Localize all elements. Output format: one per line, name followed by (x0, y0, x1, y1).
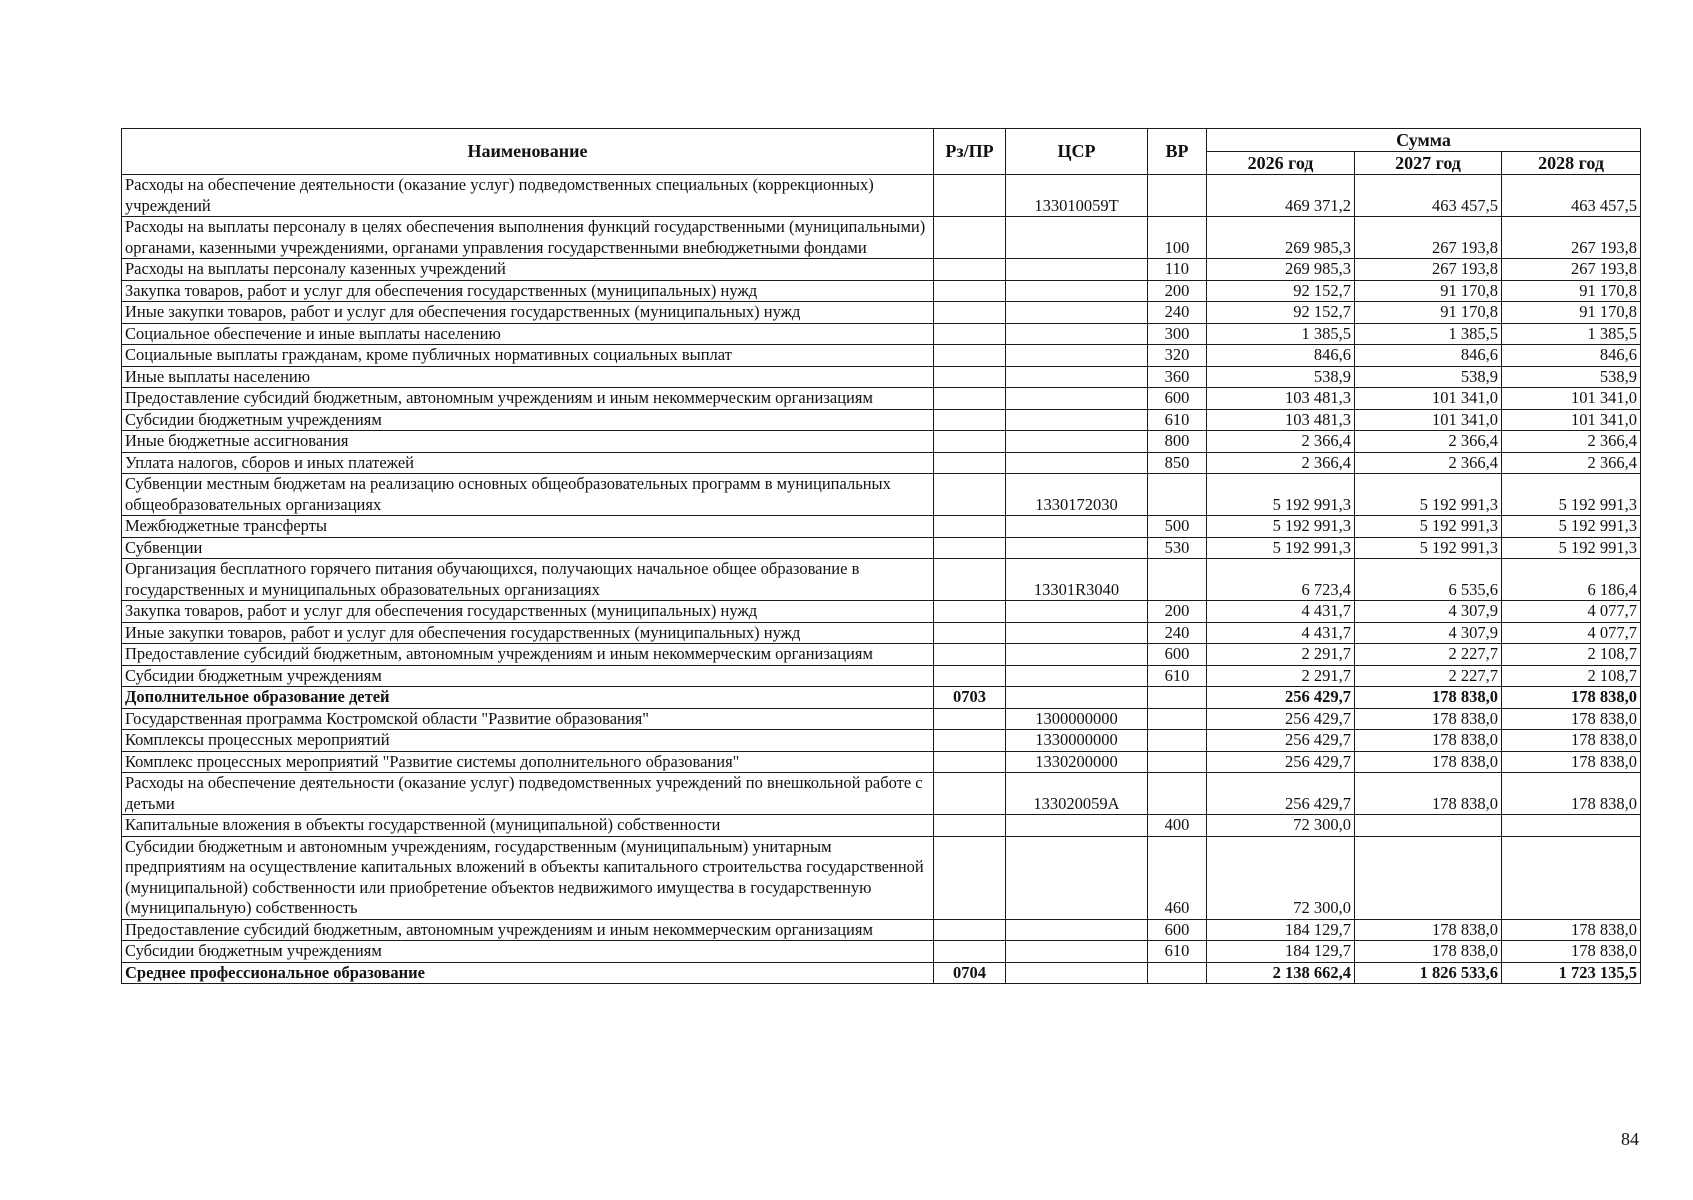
cell-2026: 4 431,7 (1207, 601, 1355, 623)
cell-2026: 4 431,7 (1207, 622, 1355, 644)
cell-vr: 400 (1148, 815, 1207, 837)
cell-name: Предоставление субсидий бюджетным, автономным учреждениям и иным некоммерческим организациям (122, 644, 934, 666)
cell-2026: 469 371,2 (1207, 175, 1355, 217)
cell-csr: 13301R3040 (1006, 559, 1148, 601)
cell-csr (1006, 962, 1148, 984)
table-row (122, 687, 1641, 709)
cell-2027: 2 366,4 (1355, 452, 1502, 474)
cell-name: Субсидии бюджетным учреждениям (122, 665, 934, 687)
cell-2026: 269 985,3 (1207, 217, 1355, 259)
cell-2027: 4 307,9 (1355, 622, 1502, 644)
cell-2027: 178 838,0 (1355, 941, 1502, 963)
cell-rzpr (934, 175, 1006, 217)
table-row (122, 452, 1641, 474)
table-row (122, 941, 1641, 963)
cell-vr (1148, 773, 1207, 815)
table-row (122, 388, 1641, 410)
cell-2028: 4 077,7 (1502, 601, 1641, 623)
cell-2028: 178 838,0 (1502, 708, 1641, 730)
header-year-2027: 2027 год (1355, 152, 1502, 175)
cell-2028: 1 723 135,5 (1502, 962, 1641, 984)
page-number: 84 (1621, 1129, 1639, 1149)
cell-2026: 256 429,7 (1207, 708, 1355, 730)
cell-2028: 178 838,0 (1502, 687, 1641, 709)
cell-name: Закупка товаров, работ и услуг для обеспечения государственных (муниципальных) нужд (122, 280, 934, 302)
cell-rzpr (934, 366, 1006, 388)
cell-name: Расходы на выплаты персоналу казенных учреждений (122, 259, 934, 281)
cell-vr: 610 (1148, 941, 1207, 963)
cell-rzpr (934, 919, 1006, 941)
cell-csr (1006, 431, 1148, 453)
cell-2028: 178 838,0 (1502, 919, 1641, 941)
table-row (122, 559, 1641, 601)
table-row (122, 280, 1641, 302)
header-year-2026: 2026 год (1207, 152, 1355, 175)
cell-2027: 101 341,0 (1355, 409, 1502, 431)
cell-rzpr (934, 259, 1006, 281)
cell-2026: 2 138 662,4 (1207, 962, 1355, 984)
cell-2026: 184 129,7 (1207, 919, 1355, 941)
cell-vr: 610 (1148, 665, 1207, 687)
cell-csr (1006, 815, 1148, 837)
cell-csr (1006, 345, 1148, 367)
table-row (122, 323, 1641, 345)
cell-vr: 360 (1148, 366, 1207, 388)
cell-csr (1006, 302, 1148, 324)
cell-csr: 133020059А (1006, 773, 1148, 815)
cell-2027: 4 307,9 (1355, 601, 1502, 623)
cell-vr: 460 (1148, 836, 1207, 919)
cell-2026: 72 300,0 (1207, 815, 1355, 837)
cell-vr: 110 (1148, 259, 1207, 281)
cell-vr: 300 (1148, 323, 1207, 345)
cell-2028: 178 838,0 (1502, 751, 1641, 773)
cell-2028: 178 838,0 (1502, 730, 1641, 752)
cell-name: Иные выплаты населению (122, 366, 934, 388)
cell-vr: 240 (1148, 622, 1207, 644)
cell-csr (1006, 622, 1148, 644)
cell-vr: 600 (1148, 644, 1207, 666)
cell-rzpr (934, 474, 1006, 516)
cell-vr: 600 (1148, 919, 1207, 941)
cell-2026: 6 723,4 (1207, 559, 1355, 601)
cell-rzpr (934, 217, 1006, 259)
cell-rzpr (934, 280, 1006, 302)
cell-vr: 500 (1148, 516, 1207, 538)
cell-vr: 850 (1148, 452, 1207, 474)
cell-2027: 538,9 (1355, 366, 1502, 388)
cell-rzpr (934, 516, 1006, 538)
cell-name: Комплекс процессных мероприятий "Развитие системы дополнительного образования" (122, 751, 934, 773)
cell-vr (1148, 751, 1207, 773)
cell-2027: 178 838,0 (1355, 773, 1502, 815)
cell-rzpr: 0704 (934, 962, 1006, 984)
cell-vr: 610 (1148, 409, 1207, 431)
table-row (122, 644, 1641, 666)
cell-2028: 4 077,7 (1502, 622, 1641, 644)
cell-2027: 846,6 (1355, 345, 1502, 367)
table-row (122, 474, 1641, 516)
header-csr: ЦСР (1006, 129, 1148, 175)
cell-2026: 256 429,7 (1207, 730, 1355, 752)
cell-csr (1006, 687, 1148, 709)
cell-csr (1006, 665, 1148, 687)
cell-2026: 256 429,7 (1207, 773, 1355, 815)
cell-rzpr (934, 773, 1006, 815)
cell-2028: 91 170,8 (1502, 302, 1641, 324)
cell-csr: 133010059Т (1006, 175, 1148, 217)
cell-name: Субвенции (122, 537, 934, 559)
cell-2027: 5 192 991,3 (1355, 537, 1502, 559)
cell-vr: 600 (1148, 388, 1207, 410)
cell-2026: 103 481,3 (1207, 409, 1355, 431)
cell-csr (1006, 919, 1148, 941)
table-row (122, 259, 1641, 281)
cell-rzpr (934, 388, 1006, 410)
cell-2028: 5 192 991,3 (1502, 474, 1641, 516)
cell-rzpr (934, 644, 1006, 666)
cell-csr: 1330172030 (1006, 474, 1148, 516)
table-row (122, 962, 1641, 984)
table-body (122, 175, 1641, 984)
cell-2028: 1 385,5 (1502, 323, 1641, 345)
cell-2027: 6 535,6 (1355, 559, 1502, 601)
table-row (122, 815, 1641, 837)
cell-2028: 267 193,8 (1502, 217, 1641, 259)
cell-2028: 846,6 (1502, 345, 1641, 367)
cell-csr (1006, 644, 1148, 666)
cell-name: Иные закупки товаров, работ и услуг для обеспечения государственных (муниципальных) нужд (122, 302, 934, 324)
cell-rzpr (934, 601, 1006, 623)
table-row (122, 175, 1641, 217)
cell-2028: 6 186,4 (1502, 559, 1641, 601)
cell-name: Уплата налогов, сборов и иных платежей (122, 452, 934, 474)
cell-rzpr (934, 431, 1006, 453)
cell-vr: 100 (1148, 217, 1207, 259)
cell-name: Субсидии бюджетным учреждениям (122, 941, 934, 963)
cell-name: Комплексы процессных мероприятий (122, 730, 934, 752)
cell-vr (1148, 474, 1207, 516)
cell-2027 (1355, 815, 1502, 837)
header-year-2028: 2028 год (1502, 152, 1641, 175)
cell-2026: 92 152,7 (1207, 302, 1355, 324)
cell-rzpr (934, 323, 1006, 345)
table-row (122, 345, 1641, 367)
cell-2028: 101 341,0 (1502, 388, 1641, 410)
table-row (122, 516, 1641, 538)
cell-rzpr (934, 622, 1006, 644)
table-row (122, 409, 1641, 431)
cell-2027: 91 170,8 (1355, 302, 1502, 324)
cell-2026: 846,6 (1207, 345, 1355, 367)
cell-rzpr (934, 665, 1006, 687)
cell-2027: 178 838,0 (1355, 687, 1502, 709)
cell-csr (1006, 388, 1148, 410)
cell-name: Социальные выплаты гражданам, кроме публичных нормативных социальных выплат (122, 345, 934, 367)
cell-csr (1006, 217, 1148, 259)
cell-vr: 530 (1148, 537, 1207, 559)
cell-2026: 2 366,4 (1207, 452, 1355, 474)
table-row (122, 431, 1641, 453)
cell-name: Иные бюджетные ассигнования (122, 431, 934, 453)
cell-vr: 200 (1148, 280, 1207, 302)
cell-name: Расходы на обеспечение деятельности (оказание услуг) подведомственных учреждений по внешкольной работе с детьми (122, 773, 934, 815)
cell-2027: 1 385,5 (1355, 323, 1502, 345)
cell-vr (1148, 175, 1207, 217)
table-row (122, 751, 1641, 773)
cell-2026: 5 192 991,3 (1207, 516, 1355, 538)
cell-rzpr: 0703 (934, 687, 1006, 709)
table-row (122, 730, 1641, 752)
table-row (122, 622, 1641, 644)
cell-2028: 91 170,8 (1502, 280, 1641, 302)
cell-name: Расходы на выплаты персоналу в целях обеспечения выполнения функций государственными (муниципальными) органами, казенными учреждениями, органами управления государственными внебюджетными фондами (122, 217, 934, 259)
cell-name: Закупка товаров, работ и услуг для обеспечения государственных (муниципальных) нужд (122, 601, 934, 623)
cell-2027: 5 192 991,3 (1355, 516, 1502, 538)
cell-2028: 178 838,0 (1502, 773, 1641, 815)
cell-vr: 320 (1148, 345, 1207, 367)
cell-2027: 267 193,8 (1355, 259, 1502, 281)
table-row (122, 773, 1641, 815)
cell-2026: 103 481,3 (1207, 388, 1355, 410)
cell-2028 (1502, 836, 1641, 919)
cell-2028: 267 193,8 (1502, 259, 1641, 281)
cell-name: Субвенции местным бюджетам на реализацию основных общеобразовательных программ в муниципальных общеобразовательных организациях (122, 474, 934, 516)
cell-csr (1006, 280, 1148, 302)
cell-2027: 91 170,8 (1355, 280, 1502, 302)
cell-2026: 2 291,7 (1207, 665, 1355, 687)
cell-2027: 267 193,8 (1355, 217, 1502, 259)
cell-2026: 538,9 (1207, 366, 1355, 388)
cell-2026: 2 291,7 (1207, 644, 1355, 666)
cell-rzpr (934, 345, 1006, 367)
cell-rzpr (934, 730, 1006, 752)
table-row (122, 217, 1641, 259)
header-sum: Сумма (1207, 129, 1641, 152)
cell-2028: 2 108,7 (1502, 644, 1641, 666)
table-row (122, 836, 1641, 919)
cell-2027: 178 838,0 (1355, 730, 1502, 752)
cell-2027: 2 366,4 (1355, 431, 1502, 453)
cell-name: Капитальные вложения в объекты государственной (муниципальной) собственности (122, 815, 934, 837)
cell-2028: 2 366,4 (1502, 452, 1641, 474)
header-vr: ВР (1148, 129, 1207, 175)
cell-csr: 1300000000 (1006, 708, 1148, 730)
cell-name: Иные закупки товаров, работ и услуг для обеспечения государственных (муниципальных) нужд (122, 622, 934, 644)
cell-2028: 5 192 991,3 (1502, 537, 1641, 559)
cell-2026: 256 429,7 (1207, 751, 1355, 773)
cell-csr (1006, 836, 1148, 919)
cell-2026: 5 192 991,3 (1207, 474, 1355, 516)
cell-rzpr (934, 836, 1006, 919)
cell-2027: 101 341,0 (1355, 388, 1502, 410)
header-rzpr: Рз/ПР (934, 129, 1006, 175)
cell-2026: 5 192 991,3 (1207, 537, 1355, 559)
cell-name: Государственная программа Костромской области "Развитие образования" (122, 708, 934, 730)
cell-name: Межбюджетные трансферты (122, 516, 934, 538)
cell-csr (1006, 452, 1148, 474)
cell-2027: 178 838,0 (1355, 751, 1502, 773)
cell-2028: 178 838,0 (1502, 941, 1641, 963)
table-row (122, 919, 1641, 941)
cell-2028: 2 366,4 (1502, 431, 1641, 453)
cell-name: Предоставление субсидий бюджетным, автономным учреждениям и иным некоммерческим организациям (122, 919, 934, 941)
table-row (122, 366, 1641, 388)
cell-2028: 2 108,7 (1502, 665, 1641, 687)
cell-vr: 200 (1148, 601, 1207, 623)
cell-csr (1006, 941, 1148, 963)
header-name: Наименование (122, 129, 934, 175)
cell-csr: 1330200000 (1006, 751, 1148, 773)
cell-name: Субсидии бюджетным учреждениям (122, 409, 934, 431)
cell-vr: 240 (1148, 302, 1207, 324)
cell-rzpr (934, 708, 1006, 730)
table-row (122, 302, 1641, 324)
cell-rzpr (934, 751, 1006, 773)
cell-rzpr (934, 302, 1006, 324)
cell-2026: 2 366,4 (1207, 431, 1355, 453)
cell-2028: 463 457,5 (1502, 175, 1641, 217)
cell-name: Дополнительное образование детей (122, 687, 934, 709)
cell-vr (1148, 687, 1207, 709)
cell-2028 (1502, 815, 1641, 837)
cell-vr (1148, 730, 1207, 752)
cell-csr (1006, 323, 1148, 345)
cell-2026: 1 385,5 (1207, 323, 1355, 345)
cell-rzpr (934, 537, 1006, 559)
cell-csr (1006, 601, 1148, 623)
cell-rzpr (934, 941, 1006, 963)
cell-rzpr (934, 559, 1006, 601)
cell-csr (1006, 259, 1148, 281)
cell-name: Среднее профессиональное образование (122, 962, 934, 984)
cell-name: Социальное обеспечение и иные выплаты населению (122, 323, 934, 345)
cell-2027: 463 457,5 (1355, 175, 1502, 217)
cell-rzpr (934, 452, 1006, 474)
cell-2026: 269 985,3 (1207, 259, 1355, 281)
cell-2026: 256 429,7 (1207, 687, 1355, 709)
cell-2028: 538,9 (1502, 366, 1641, 388)
cell-2026: 92 152,7 (1207, 280, 1355, 302)
budget-table (121, 128, 1641, 984)
cell-2028: 101 341,0 (1502, 409, 1641, 431)
cell-2026: 184 129,7 (1207, 941, 1355, 963)
cell-2027: 5 192 991,3 (1355, 474, 1502, 516)
cell-rzpr (934, 815, 1006, 837)
cell-2026: 72 300,0 (1207, 836, 1355, 919)
cell-name: Расходы на обеспечение деятельности (оказание услуг) подведомственных специальных (коррекционных) учреждений (122, 175, 934, 217)
cell-vr (1148, 559, 1207, 601)
cell-name: Предоставление субсидий бюджетным, автономным учреждениям и иным некоммерческим организациям (122, 388, 934, 410)
cell-2027: 2 227,7 (1355, 665, 1502, 687)
cell-2028: 5 192 991,3 (1502, 516, 1641, 538)
table-row (122, 537, 1641, 559)
cell-name: Субсидии бюджетным и автономным учреждениям, государственным (муниципальным) унитарным предприятиям на осуществление капитальных вложений в объекты капитального строительства государственной (муниципальной) собственности или приобретение объектов недвижимого имущества в государственную (муниципальную) собственность (122, 836, 934, 919)
cell-csr (1006, 409, 1148, 431)
cell-2027: 2 227,7 (1355, 644, 1502, 666)
cell-csr (1006, 366, 1148, 388)
cell-vr: 800 (1148, 431, 1207, 453)
cell-2027: 178 838,0 (1355, 919, 1502, 941)
cell-2027: 1 826 533,6 (1355, 962, 1502, 984)
cell-vr (1148, 708, 1207, 730)
cell-rzpr (934, 409, 1006, 431)
table-row (122, 601, 1641, 623)
cell-2027: 178 838,0 (1355, 708, 1502, 730)
cell-vr (1148, 962, 1207, 984)
cell-csr (1006, 516, 1148, 538)
table-row (122, 708, 1641, 730)
cell-name: Организация бесплатного горячего питания обучающихся, получающих начальное общее образование в государственных и муниципальных образовательных организациях (122, 559, 934, 601)
cell-csr: 1330000000 (1006, 730, 1148, 752)
cell-csr (1006, 537, 1148, 559)
table-row (122, 665, 1641, 687)
cell-2027 (1355, 836, 1502, 919)
